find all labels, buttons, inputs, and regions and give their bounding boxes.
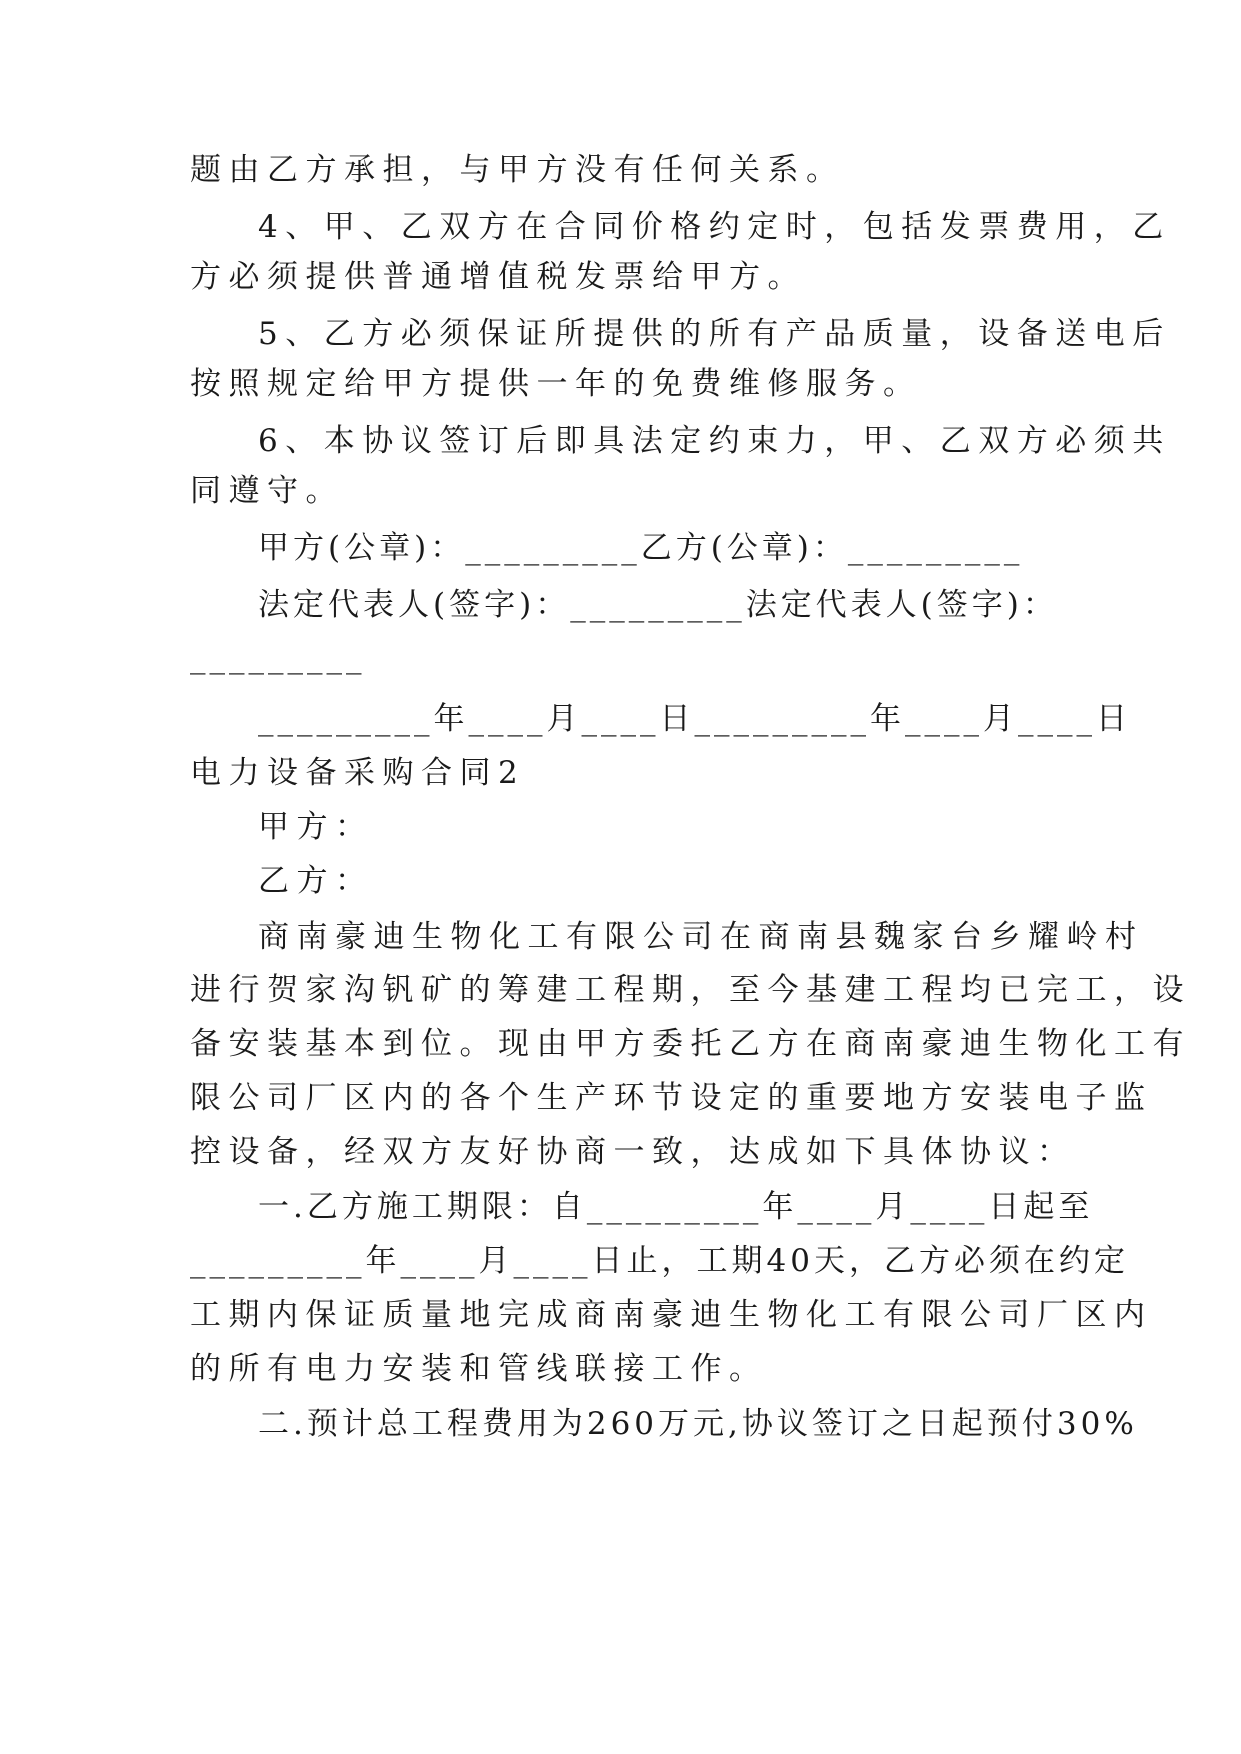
text-line: 题由乙方承担，与甲方没有任何关系。 (190, 152, 845, 188)
party-b-label: 乙方： (258, 863, 374, 899)
clause-5-line-2: 按照规定给甲方提供一年的免费维修服务。 (190, 366, 922, 402)
term-1-line-4: 的所有电力安装和管线联接工作。 (190, 1351, 768, 1387)
clause-4-line-2: 方必须提供普通增值税发票给甲方。 (190, 259, 806, 295)
intro-line-1: 商南豪迪生物化工有限公司在商南县魏家台乡耀岭村 (258, 919, 1144, 955)
seal-signature-line: 甲方(公章)：_________乙方(公章)：_________ (258, 530, 1024, 566)
party-a-label: 甲方： (258, 809, 374, 845)
term-1-line-2: _________年____月____日止，工期40天，乙方必须在约定 (190, 1243, 1129, 1279)
contract-title: 电力设备采购合同2 (190, 755, 526, 791)
intro-line-4: 限公司厂区内的各个生产环节设定的重要地方安装电子监 (190, 1080, 1153, 1116)
clause-5-line-1: 5、乙方必须保证所提供的所有产品质量，设备送电后 (258, 316, 1171, 352)
clause-6-line-2: 同遵守。 (190, 473, 344, 509)
representative-signature-line: 法定代表人(签字)：_________法定代表人(签字)： (258, 587, 1058, 623)
term-1-line-1: 一.乙方施工期限：自_________年____月____日起至 (258, 1189, 1094, 1225)
term-2-line-1: 二.预计总工程费用为260万元,协议签订之日起预付30% (258, 1406, 1138, 1442)
date-line: _________年____月____日_________年____月____日 (258, 701, 1131, 737)
term-1-line-3: 工期内保证质量地完成商南豪迪生物化工有限公司厂区内 (190, 1297, 1153, 1333)
clause-6-line-1: 6、本协议签订后即具法定约束力，甲、乙双方必须共 (258, 423, 1171, 459)
intro-line-5: 控设备，经双方友好协商一致，达成如下具体协议： (190, 1134, 1076, 1170)
intro-line-2: 进行贺家沟钒矿的筹建工程期，至今基建工程均已完工，设 (190, 972, 1191, 1008)
intro-line-3: 备安装基本到位。现由甲方委托乙方在商南豪迪生物化工有 (190, 1026, 1191, 1062)
signature-blank: _________ (190, 639, 366, 675)
clause-4-line-1: 4、甲、乙双方在合同价格约定时，包括发票费用，乙 (258, 209, 1171, 245)
